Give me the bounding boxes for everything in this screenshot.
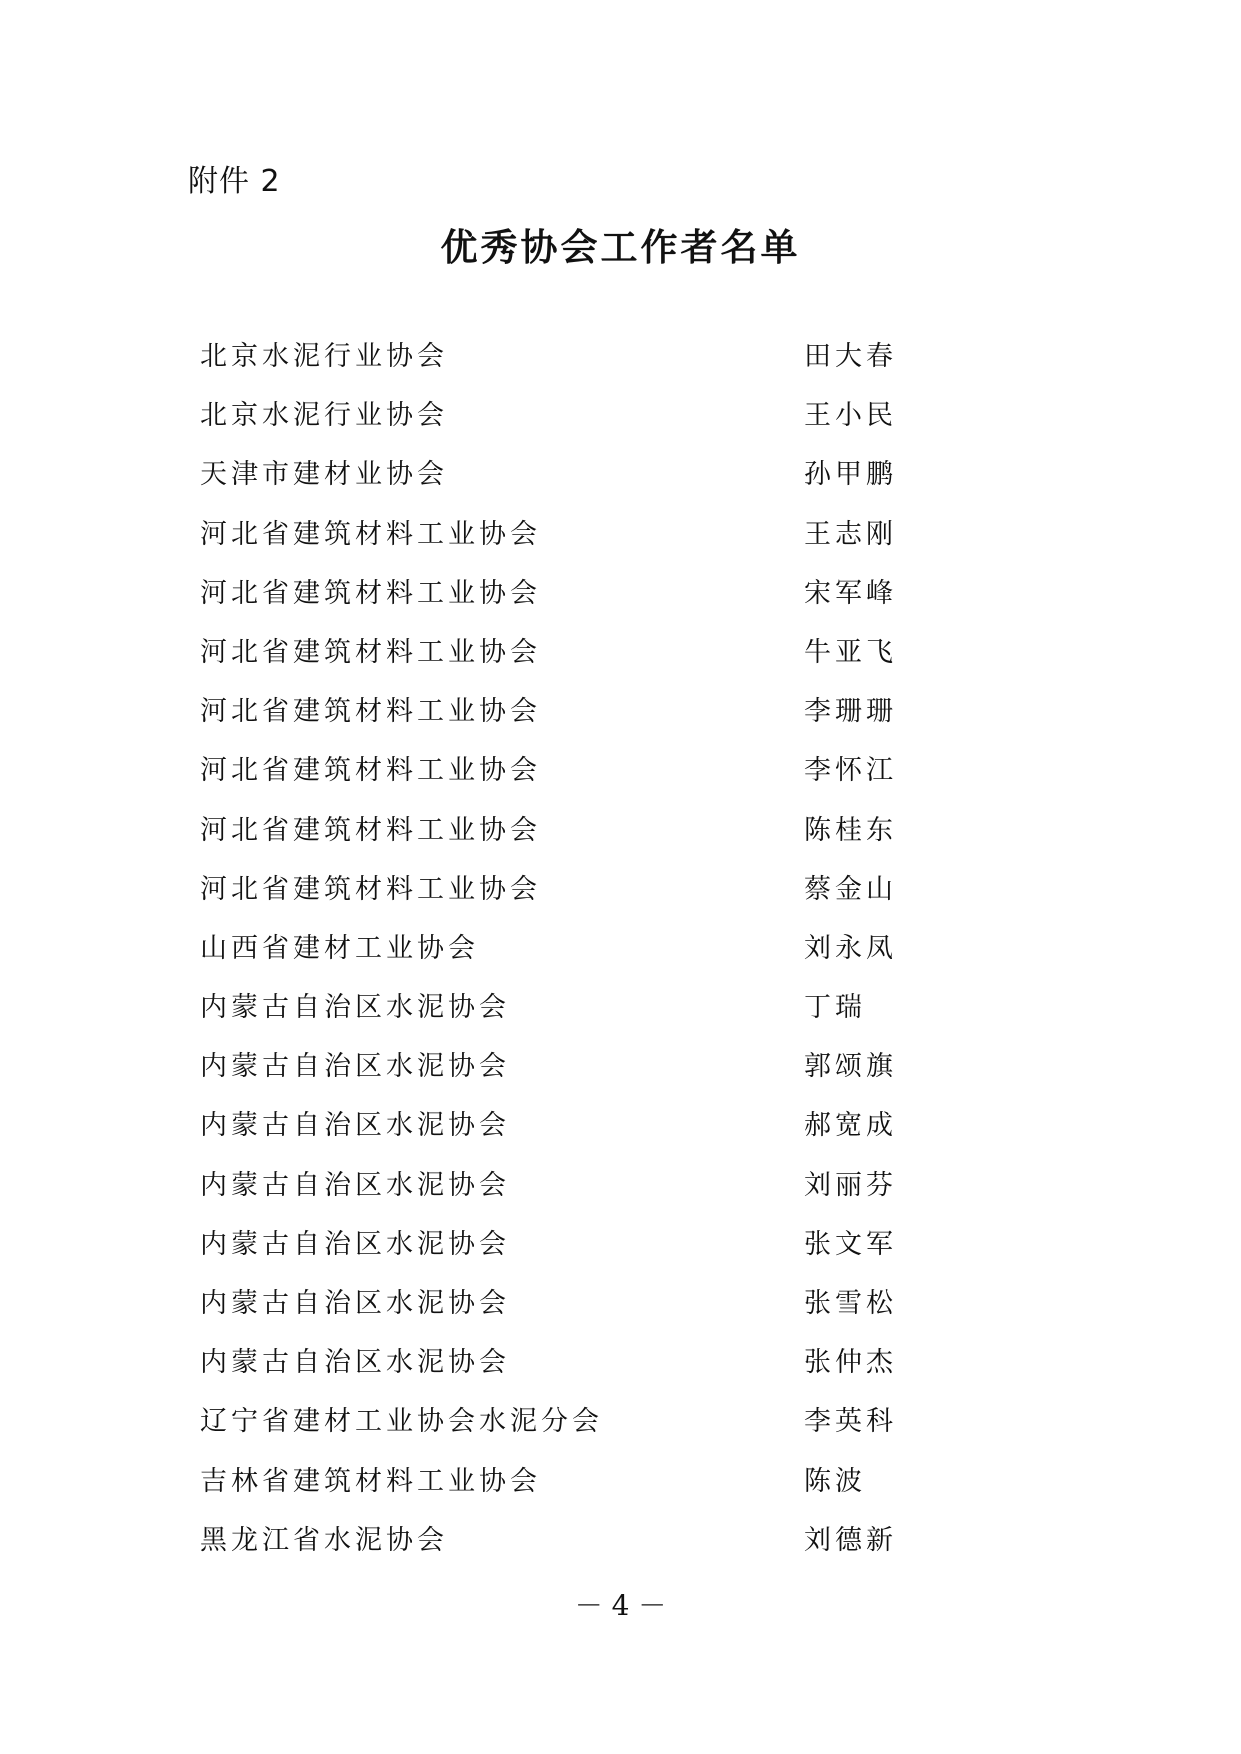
organization-name: 河北省建筑材料工业协会	[200, 577, 541, 609]
organization-name: 黑龙江省水泥协会	[200, 1524, 448, 1556]
page-title: 优秀协会工作者名单	[440, 225, 801, 269]
list-item	[200, 1284, 920, 1343]
organization-name: 内蒙古自治区水泥协会	[200, 1228, 510, 1260]
organization-name: 北京水泥行业协会	[200, 400, 448, 432]
person-name: 张仲杰	[804, 1347, 897, 1379]
organization-name: 内蒙古自治区水泥协会	[200, 1347, 510, 1379]
list-item	[200, 1462, 920, 1521]
list-item	[200, 1343, 920, 1402]
organization-name: 内蒙古自治区水泥协会	[200, 1110, 510, 1142]
organization-name: 内蒙古自治区水泥协会	[200, 1051, 510, 1083]
list-item	[200, 1106, 920, 1165]
organization-name: 河北省建筑材料工业协会	[200, 518, 541, 550]
list-item	[200, 574, 920, 633]
person-name: 张雪松	[804, 1288, 897, 1319]
organization-name: 山西省建材工业协会	[200, 932, 479, 964]
person-name: 刘德新	[804, 1524, 897, 1556]
list-item	[200, 396, 920, 455]
person-name: 李珊珊	[804, 696, 897, 728]
organization-name: 内蒙古自治区水泥协会	[200, 992, 510, 1024]
person-name: 蔡金山	[804, 873, 897, 905]
attachment-label: 附件 2	[188, 164, 281, 199]
awardee-list	[200, 337, 920, 1580]
person-name: 田大春	[804, 341, 897, 372]
person-name: 刘永凤	[804, 932, 897, 964]
organization-name: 天津市建材业协会	[200, 459, 448, 491]
list-item	[200, 870, 920, 929]
list-item	[200, 1402, 920, 1461]
person-name: 王志刚	[804, 518, 897, 550]
person-name: 丁瑞	[804, 992, 866, 1024]
list-item	[200, 1166, 920, 1225]
person-name: 郝宽成	[804, 1110, 897, 1142]
organization-name: 河北省建筑材料工业协会	[200, 755, 541, 787]
list-item	[200, 929, 920, 988]
list-item	[200, 988, 920, 1047]
organization-name: 河北省建筑材料工业协会	[200, 873, 541, 905]
person-name: 孙甲鹏	[804, 459, 897, 491]
organization-name: 内蒙古自治区水泥协会	[200, 1288, 510, 1319]
list-item	[200, 633, 920, 692]
organization-name: 辽宁省建材工业协会水泥分会	[200, 1406, 603, 1438]
person-name: 陈波	[804, 1465, 866, 1497]
organization-name: 吉林省建筑材料工业协会	[200, 1465, 541, 1497]
list-item	[200, 337, 920, 396]
organization-name: 河北省建筑材料工业协会	[200, 696, 541, 728]
organization-name: 河北省建筑材料工业协会	[200, 636, 541, 668]
list-item	[200, 1521, 920, 1580]
list-item	[200, 692, 920, 751]
list-item	[200, 515, 920, 574]
list-item	[200, 751, 920, 810]
organization-name: 内蒙古自治区水泥协会	[200, 1169, 510, 1201]
person-name: 王小民	[804, 400, 897, 432]
person-name: 陈桂东	[804, 814, 897, 846]
organization-name: 北京水泥行业协会	[200, 341, 448, 372]
page-number: － 4 －	[574, 1589, 667, 1622]
person-name: 牛亚飞	[804, 636, 897, 668]
list-item	[200, 455, 920, 514]
list-item	[200, 811, 920, 870]
person-name: 张文军	[804, 1228, 897, 1260]
person-name: 李怀江	[804, 755, 897, 787]
organization-name: 河北省建筑材料工业协会	[200, 814, 541, 846]
person-name: 宋军峰	[804, 577, 897, 609]
person-name: 李英科	[804, 1406, 897, 1438]
person-name: 刘丽芬	[804, 1169, 897, 1201]
person-name: 郭颂旗	[804, 1051, 897, 1083]
list-item	[200, 1225, 920, 1284]
list-item	[200, 1047, 920, 1106]
